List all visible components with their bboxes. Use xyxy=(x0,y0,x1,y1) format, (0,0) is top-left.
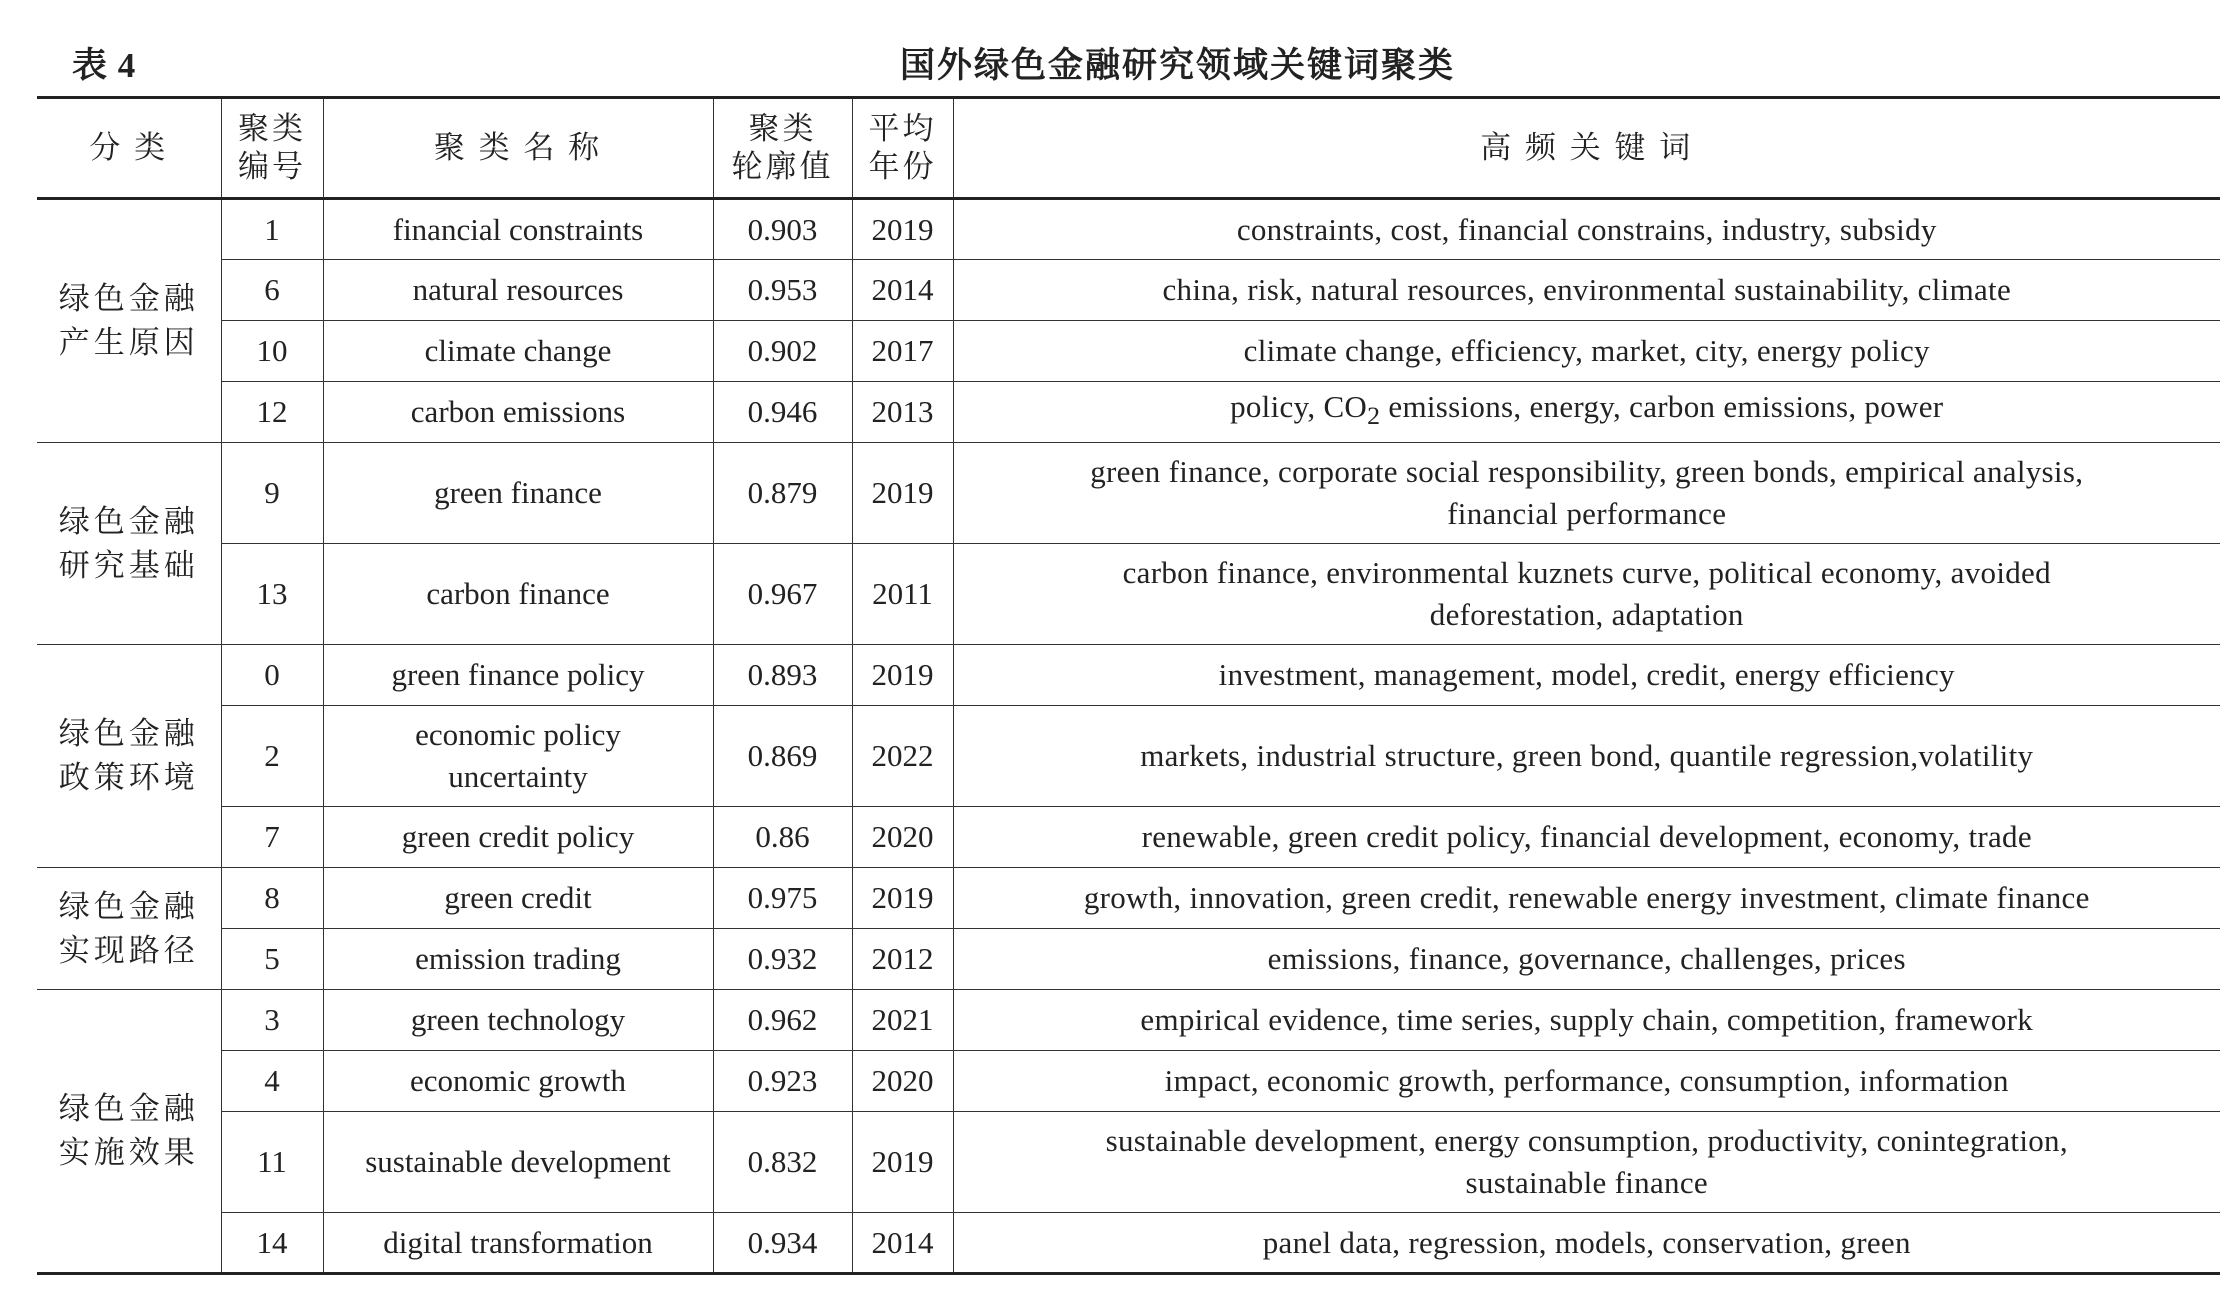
cluster-name: green credit policy xyxy=(323,807,713,868)
cluster-name: green finance policy xyxy=(323,645,713,706)
silhouette-value: 0.902 xyxy=(713,321,852,382)
table-row xyxy=(37,929,2220,990)
cluster-id: 1 xyxy=(221,199,323,260)
table-row xyxy=(37,321,2220,382)
header-silhouette xyxy=(713,98,852,199)
keywords: renewable, green credit policy, financial development, economy, trade xyxy=(953,807,2220,868)
cluster-name xyxy=(323,706,713,807)
cluster-id: 10 xyxy=(221,321,323,382)
average-year: 2019 xyxy=(852,199,953,260)
cluster-id: 7 xyxy=(221,807,323,868)
header-silhouette-line1: 聚类 xyxy=(748,111,817,146)
header-category: 分 类 xyxy=(89,130,169,165)
keywords-line2: deforestation, adaptation xyxy=(1429,597,1744,632)
keywords: empirical evidence, time series, supply chain, competition, framework xyxy=(953,990,2220,1051)
average-year: 2019 xyxy=(852,868,953,929)
keywords-line2: financial performance xyxy=(1447,496,1727,531)
header-avg-year-line2: 年份 xyxy=(868,149,937,184)
category-line2: 政策环境 xyxy=(58,760,199,795)
silhouette-value: 0.903 xyxy=(713,199,852,260)
keywords-subscript: 2 xyxy=(1367,401,1381,431)
silhouette-value: 0.879 xyxy=(713,443,852,544)
keywords: panel data, regression, models, conservation, green xyxy=(953,1213,2220,1274)
header-silhouette-line2: 轮廓值 xyxy=(731,149,834,184)
cluster-id: 4 xyxy=(221,1051,323,1112)
category-line2: 产生原因 xyxy=(58,325,199,360)
keywords xyxy=(953,544,2220,645)
silhouette-value: 0.962 xyxy=(713,990,852,1051)
table-row xyxy=(37,1112,2220,1213)
table-caption: 表 4 xyxy=(72,46,137,85)
keyword-cluster-table xyxy=(37,96,2220,1275)
keywords xyxy=(953,443,2220,544)
keywords-part: policy, CO xyxy=(1230,389,1368,425)
cluster-name: climate change xyxy=(323,321,713,382)
cluster-name: sustainable development xyxy=(323,1112,713,1213)
category-cell-research-basis xyxy=(37,443,221,645)
keywords-line1: sustainable development, energy consumption, productivity, conintegration, xyxy=(1105,1123,2068,1158)
header-cluster-id-line1: 聚类 xyxy=(238,111,306,146)
average-year: 2019 xyxy=(852,443,953,544)
average-year: 2017 xyxy=(852,321,953,382)
keywords: growth, innovation, green credit, renewable energy investment, climate finance xyxy=(953,868,2220,929)
category-cell-causes xyxy=(37,199,221,443)
keywords: china, risk, natural resources, environmental sustainability, climate xyxy=(953,260,2220,321)
average-year: 2013 xyxy=(852,382,953,443)
silhouette-value: 0.923 xyxy=(713,1051,852,1112)
average-year: 2011 xyxy=(852,544,953,645)
cluster-name: green credit xyxy=(323,868,713,929)
cluster-name: carbon finance xyxy=(323,544,713,645)
cluster-id: 13 xyxy=(221,544,323,645)
keywords xyxy=(953,1112,2220,1213)
header-row xyxy=(37,98,2220,199)
silhouette-value: 0.975 xyxy=(713,868,852,929)
table-row xyxy=(37,645,2220,706)
silhouette-value: 0.869 xyxy=(713,706,852,807)
cluster-id: 6 xyxy=(221,260,323,321)
category-cell-implementation-path xyxy=(37,868,221,990)
average-year: 2014 xyxy=(852,1213,953,1274)
cluster-name: green technology xyxy=(323,990,713,1051)
silhouette-value: 0.967 xyxy=(713,544,852,645)
cluster-id: 14 xyxy=(221,1213,323,1274)
category-line2: 研究基础 xyxy=(58,547,199,583)
category-line2: 实现路径 xyxy=(58,932,199,968)
table-row xyxy=(37,260,2220,321)
header-cluster-id xyxy=(221,98,323,199)
keywords: markets, industrial structure, green bond, quantile regression,volatility xyxy=(953,706,2220,807)
table-row xyxy=(37,990,2220,1051)
table-row xyxy=(37,382,2220,443)
header-keywords: 高 频 关 键 词 xyxy=(953,98,2220,199)
silhouette-value: 0.946 xyxy=(713,382,852,443)
table-row xyxy=(37,1051,2220,1112)
silhouette-value: 0.934 xyxy=(713,1213,852,1274)
cluster-id: 3 xyxy=(221,990,323,1051)
silhouette-value: 0.893 xyxy=(713,645,852,706)
table-row xyxy=(37,544,2220,645)
average-year: 2012 xyxy=(852,929,953,990)
category-line1: 绿色金融 xyxy=(58,1091,199,1126)
table-row xyxy=(37,443,2220,544)
average-year: 2020 xyxy=(852,1051,953,1112)
keywords: emissions, finance, governance, challenges, prices xyxy=(953,929,2220,990)
keywords xyxy=(953,382,2220,443)
header-avg-year xyxy=(852,98,953,199)
keywords: climate change, efficiency, market, city, energy policy xyxy=(953,321,2220,382)
average-year: 2020 xyxy=(852,807,953,868)
table-row xyxy=(37,807,2220,868)
silhouette-value: 0.953 xyxy=(713,260,852,321)
keywords: impact, economic growth, performance, consumption, information xyxy=(953,1051,2220,1112)
category-line1: 绿色金融 xyxy=(58,716,199,751)
cluster-id: 12 xyxy=(221,382,323,443)
keywords: investment, management, model, credit, energy efficiency xyxy=(953,645,2220,706)
cluster-name: carbon emissions xyxy=(323,382,713,443)
header-cluster-name: 聚 类 名 称 xyxy=(323,98,713,199)
cluster-id: 5 xyxy=(221,929,323,990)
average-year: 2019 xyxy=(852,645,953,706)
keywords-line1: green finance, corporate social responsibility, green bonds, empirical analysis, xyxy=(1090,454,2084,489)
cluster-name: digital transformation xyxy=(323,1213,713,1274)
header-avg-year-line1: 平均 xyxy=(868,111,937,146)
cluster-id: 2 xyxy=(221,706,323,807)
keywords-part: emissions, energy, carbon emissions, power xyxy=(1380,389,1944,425)
silhouette-value: 0.832 xyxy=(713,1112,852,1213)
table-row xyxy=(37,1213,2220,1274)
cluster-name: emission trading xyxy=(323,929,713,990)
cluster-name: green finance xyxy=(323,443,713,544)
silhouette-value: 0.86 xyxy=(713,807,852,868)
category-line1: 绿色金融 xyxy=(58,888,199,924)
cluster-id: 8 xyxy=(221,868,323,929)
category-line1: 绿色金融 xyxy=(58,281,199,316)
table-row xyxy=(37,706,2220,807)
cluster-name: economic growth xyxy=(323,1051,713,1112)
table-row xyxy=(37,199,2220,260)
average-year: 2019 xyxy=(852,1112,953,1213)
keywords-line2: sustainable finance xyxy=(1465,1165,1708,1200)
category-line1: 绿色金融 xyxy=(58,503,199,539)
table-row xyxy=(37,868,2220,929)
cluster-name-line1: economic policy xyxy=(415,717,621,752)
category-cell-effects xyxy=(37,990,221,1274)
cluster-id: 11 xyxy=(221,1112,323,1213)
average-year: 2014 xyxy=(852,260,953,321)
average-year: 2022 xyxy=(852,706,953,807)
cluster-name: natural resources xyxy=(323,260,713,321)
cluster-id: 0 xyxy=(221,645,323,706)
average-year: 2021 xyxy=(852,990,953,1051)
keywords-line1: carbon finance, environmental kuznets curve, political economy, avoided xyxy=(1122,555,2051,590)
cluster-name: financial constraints xyxy=(323,199,713,260)
keywords: constraints, cost, financial constrains, industry, subsidy xyxy=(953,199,2220,260)
table-title: 国外绿色金融研究领域关键词聚类 xyxy=(900,46,1456,85)
cluster-id: 9 xyxy=(221,443,323,544)
header-cluster-id-line2: 编号 xyxy=(238,149,306,184)
category-cell-policy-environment xyxy=(37,645,221,868)
category-line2: 实施效果 xyxy=(58,1135,199,1170)
cluster-name-line2: uncertainty xyxy=(448,759,588,794)
silhouette-value: 0.932 xyxy=(713,929,852,990)
